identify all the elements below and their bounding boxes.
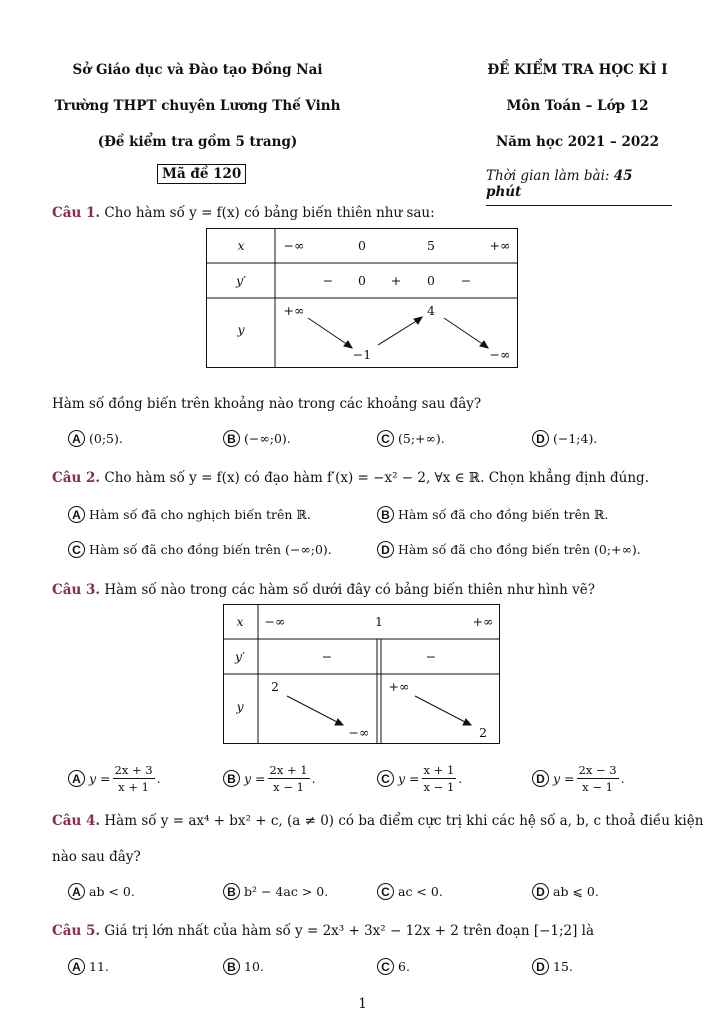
subject: Môn Toán – Lớp 12 (506, 98, 649, 114)
q4-option-d[interactable]: D ab ⩽ 0. (532, 883, 599, 900)
question-4-text-cont: nào sau đây? (52, 849, 141, 865)
q3-option-c[interactable]: C y = $\frac{x + 1}{x - 1}$ . (377, 764, 462, 793)
q4-option-c[interactable]: C ac < 0. (377, 883, 443, 900)
page-count-note: (Đề kiểm tra gồm 5 trang) (97, 134, 298, 150)
table1-y-value: −1 (352, 347, 372, 362)
table1-x-value: −∞ (283, 238, 305, 253)
table1-x-value: 5 (427, 238, 435, 253)
table2-y-value: −∞ (348, 725, 370, 740)
option-letter-badge: D (532, 770, 549, 787)
q3-option-b[interactable]: B y = $\frac{2x + 1}{x - 1}$ . (223, 764, 316, 793)
q1-option-d[interactable]: D (−1;4). (532, 430, 597, 447)
table2-yprime-value: − (321, 649, 333, 664)
q2-option-d[interactable]: D Hàm số đã cho đồng biến trên (0;+∞). (377, 541, 641, 558)
question-3-text: Câu 3. Hàm số nào trong các hàm số dưới đây có bảng biến thiên như hình vẽ? (52, 582, 595, 598)
q5-option-a[interactable]: A 11. (68, 958, 109, 975)
table2-row-yprime: y′ (235, 649, 245, 664)
table1-y-value: +∞ (283, 303, 305, 318)
table1-x-value: 0 (358, 238, 366, 253)
option-letter-badge: C (377, 770, 394, 787)
question-1-text: Hàm số đồng biến trên khoảng nào trong các khoảng sau đây? (52, 396, 482, 412)
option-letter-badge: A (68, 883, 85, 900)
table2-row-x: x (236, 614, 244, 629)
option-letter-badge: B (223, 958, 240, 975)
question-2-text: Câu 2. Cho hàm số y = f(x) có đạo hàm f′(x) = −x² − 2, ∀x ∈ ℝ. Chọn khẳng định đúng. (52, 470, 649, 486)
variation-table-1 (206, 228, 518, 368)
table1-row-x: x (237, 238, 245, 253)
q1-option-b[interactable]: B (−∞;0). (223, 430, 291, 447)
q1-option-c[interactable]: C (5;+∞). (377, 430, 445, 447)
option-letter-badge: A (68, 770, 85, 787)
option-letter-badge: A (68, 430, 85, 447)
option-letter-badge: C (377, 958, 394, 975)
table2-arrow-down (287, 696, 339, 723)
page-number: 1 (358, 996, 367, 1012)
table1-arrow-up (378, 320, 418, 345)
option-letter-badge: D (532, 958, 549, 975)
option-letter-badge: B (223, 770, 240, 787)
fraction: $\frac{2x - 3}{x - 1}$ (578, 763, 617, 795)
option-letter-badge: B (377, 506, 394, 523)
table1-arrow-down (444, 318, 484, 345)
option-letter-badge: D (532, 430, 549, 447)
exam-code: Mã đề 120 (157, 164, 246, 184)
q3-option-d[interactable]: D y = $\frac{2x - 3}{x - 1}$ . (532, 764, 625, 793)
q3-option-a[interactable]: A y = $\frac{2x + 3}{x + 1}$ . (68, 764, 161, 793)
table1-yprime-value: 0 (427, 273, 435, 288)
fraction: $\frac{x + 1}{x - 1}$ (423, 763, 455, 795)
q2-option-a[interactable]: A Hàm số đã cho nghịch biến trên ℝ. (68, 506, 311, 523)
fraction: $\frac{2x + 3}{x + 1}$ (114, 763, 153, 795)
option-letter-badge: B (223, 430, 240, 447)
option-letter-badge: A (68, 958, 85, 975)
department-name: Sở Giáo dục và Đào tạo Đồng Nai (72, 62, 323, 78)
table2-x-value: 1 (375, 614, 383, 629)
question-1-intro: Câu 1. Cho hàm số y = f(x) có bảng biến thiên như sau: (52, 205, 435, 221)
q2-option-c[interactable]: C Hàm số đã cho đồng biến trên (−∞;0). (68, 541, 332, 558)
q1-option-a[interactable]: A (0;5). (68, 430, 123, 447)
table2-y-value: +∞ (388, 679, 410, 694)
table1-arrow-down (308, 318, 348, 345)
table2-y-value: 2 (271, 679, 279, 694)
school-year: Năm học 2021 – 2022 (495, 134, 660, 150)
option-letter-badge: D (377, 541, 394, 558)
option-letter-badge: A (68, 506, 85, 523)
table2-row-y: y (236, 699, 244, 714)
table2-x-value: +∞ (472, 614, 494, 629)
time-limit: Thời gian làm bài: 45 phút (486, 168, 672, 206)
table2-arrow-down (415, 696, 467, 723)
table2-x-value: −∞ (264, 614, 286, 629)
table1-yprime-value: − (460, 273, 472, 288)
table1-yprime-value: 0 (358, 273, 366, 288)
table1-row-y: y (237, 322, 245, 337)
table1-y-value: 4 (427, 303, 435, 318)
q5-option-c[interactable]: C 6. (377, 958, 410, 975)
table1-y-value: −∞ (489, 347, 511, 362)
option-letter-badge: C (68, 541, 85, 558)
q4-option-a[interactable]: A ab < 0. (68, 883, 135, 900)
option-letter-badge: C (377, 430, 394, 447)
fraction: $\frac{2x + 1}{x - 1}$ (269, 763, 308, 795)
q5-option-b[interactable]: B 10. (223, 958, 264, 975)
table1-x-value: +∞ (489, 238, 511, 253)
q5-option-d[interactable]: D 15. (532, 958, 573, 975)
table2-y-value: 2 (479, 725, 487, 740)
table1-yprime-value: + (390, 273, 402, 288)
table2-yprime-value: − (425, 649, 437, 664)
q2-option-b[interactable]: B Hàm số đã cho đồng biến trên ℝ. (377, 506, 608, 523)
option-letter-badge: D (532, 883, 549, 900)
table1-yprime-value: − (322, 273, 334, 288)
table1-row-yprime: y′ (236, 273, 246, 288)
variation-table-2 (223, 604, 500, 744)
option-letter-badge: C (377, 883, 394, 900)
question-5-text: Câu 5. Giá trị lớn nhất của hàm số y = 2x³ + 3x² − 12x + 2 trên đoạn [−1;2] là (52, 923, 595, 939)
school-name: Trường THPT chuyên Lương Thế Vinh (54, 98, 341, 114)
exam-title: ĐỀ KIỂM TRA HỌC KÌ I (487, 62, 668, 78)
question-4-text: Câu 4. Hàm số y = ax⁴ + bx² + c, (a ≠ 0) có ba điểm cực trị khi các hệ số a, b, c thoả điều kiện (52, 813, 704, 829)
option-letter-badge: B (223, 883, 240, 900)
q4-option-b[interactable]: B b² − 4ac > 0. (223, 883, 328, 900)
